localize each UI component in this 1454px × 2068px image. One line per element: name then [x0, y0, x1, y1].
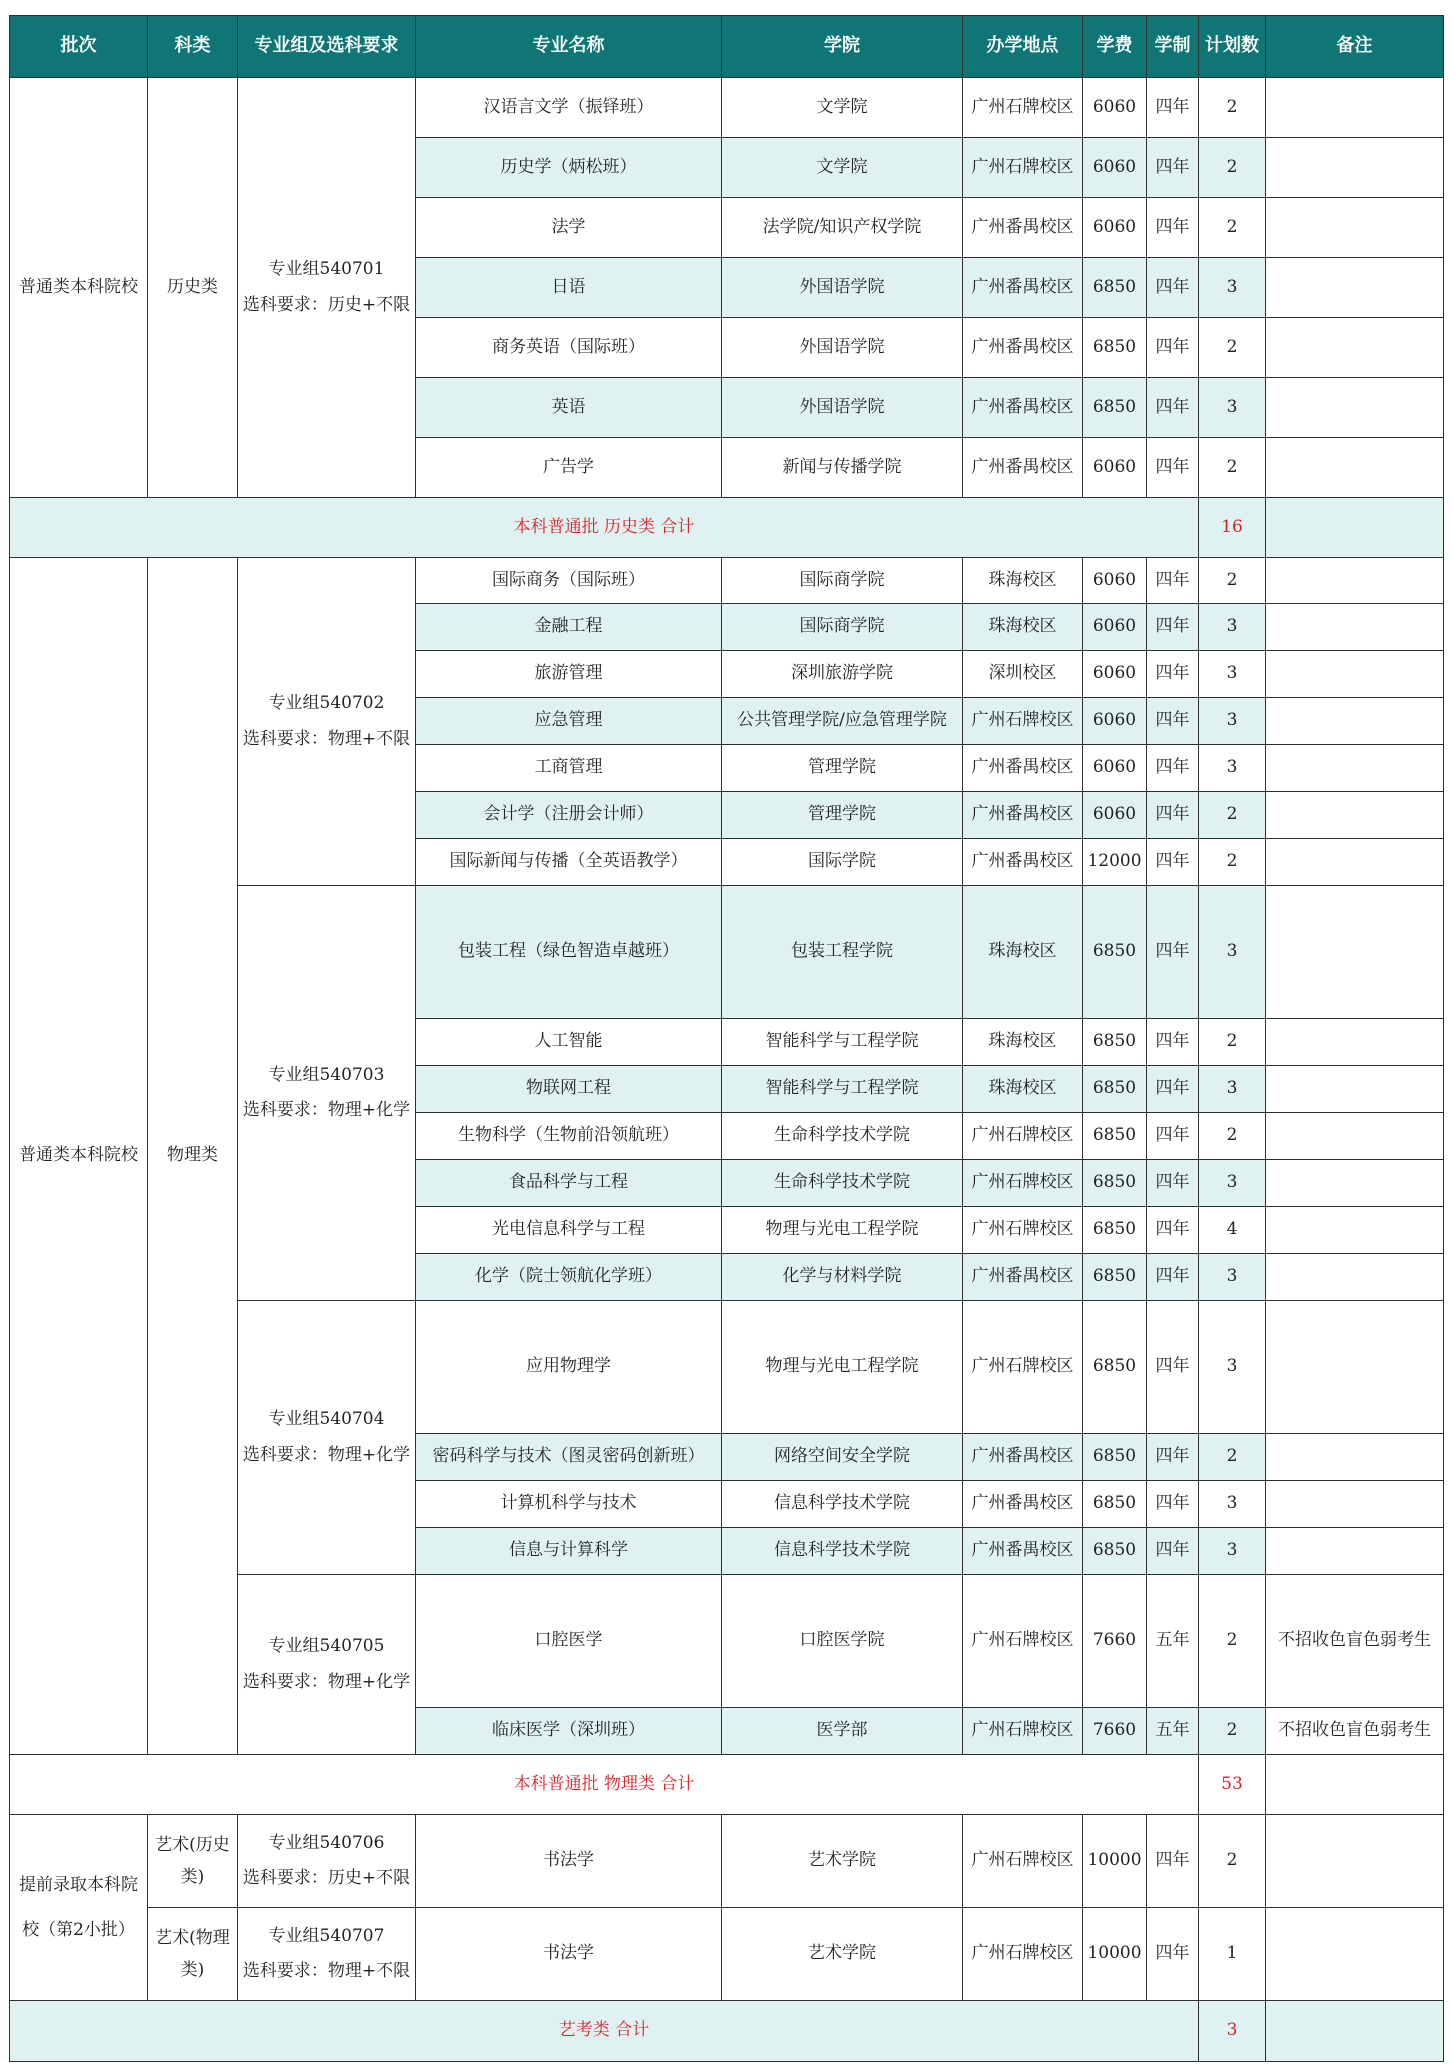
group-code: 专业组540707	[268, 1925, 385, 1946]
college-cell: 口腔医学院	[722, 1575, 963, 1708]
campus-cell: 广州石牌校区	[963, 78, 1083, 138]
fee-cell: 6850	[1083, 886, 1147, 1019]
group-requirement: 选科要求：物理+不限	[242, 1961, 411, 1981]
plan-cell: 2	[1199, 1708, 1266, 1755]
major-cell: 物联网工程	[416, 1066, 722, 1113]
note-cell	[1266, 318, 1444, 378]
major-cell: 信息与计算科学	[416, 1528, 722, 1575]
campus-cell: 广州番禺校区	[963, 839, 1083, 886]
major-cell: 食品科学与工程	[416, 1160, 722, 1207]
campus-cell: 广州番禺校区	[963, 1528, 1083, 1575]
college-cell: 物理与光电工程学院	[722, 1207, 963, 1254]
college-cell: 物理与光电工程学院	[722, 1301, 963, 1434]
note-cell	[1266, 792, 1444, 839]
college-cell: 智能科学与工程学院	[722, 1066, 963, 1113]
plan-cell: 2	[1199, 1815, 1266, 1908]
campus-cell: 广州番禺校区	[963, 745, 1083, 792]
campus-cell: 广州石牌校区	[963, 1575, 1083, 1708]
years-cell: 四年	[1147, 1434, 1199, 1481]
major-cell: 广告学	[416, 438, 722, 498]
campus-cell: 广州石牌校区	[963, 138, 1083, 198]
group-code: 专业组540706	[268, 1832, 385, 1853]
col-header-campus: 办学地点	[963, 16, 1083, 78]
note-cell	[1266, 1207, 1444, 1254]
years-cell: 四年	[1147, 1908, 1199, 2001]
college-cell: 国际商学院	[722, 558, 963, 604]
fee-cell: 6060	[1083, 198, 1147, 258]
col-header-fee: 学费	[1083, 16, 1147, 78]
plan-cell: 2	[1199, 1434, 1266, 1481]
note-cell	[1266, 1066, 1444, 1113]
fee-cell: 6060	[1083, 792, 1147, 839]
subtotal-label: 本科普通批 历史类 合计	[10, 498, 1199, 558]
table-row	[10, 1908, 1444, 2001]
plan-cell: 2	[1199, 839, 1266, 886]
note-cell	[1266, 1113, 1444, 1160]
years-cell: 四年	[1147, 1066, 1199, 1113]
college-cell: 生命科学技术学院	[722, 1113, 963, 1160]
note-cell	[1266, 886, 1444, 1019]
group-code: 专业组540705	[268, 1636, 385, 1657]
college-cell: 包装工程学院	[722, 886, 963, 1019]
plan-cell: 3	[1199, 1301, 1266, 1434]
note-cell	[1266, 651, 1444, 698]
major-cell: 包装工程（绿色智造卓越班）	[416, 886, 722, 1019]
plan-cell: 2	[1199, 558, 1266, 604]
plan-cell: 3	[1199, 1481, 1266, 1528]
years-cell: 四年	[1147, 438, 1199, 498]
years-cell: 四年	[1147, 378, 1199, 438]
note-cell	[1266, 1301, 1444, 1434]
campus-cell: 广州石牌校区	[963, 1301, 1083, 1434]
college-cell: 艺术学院	[722, 1908, 963, 2001]
subtotal-value: 53	[1199, 1755, 1266, 1815]
college-cell: 管理学院	[722, 792, 963, 839]
years-cell: 四年	[1147, 258, 1199, 318]
campus-cell: 广州石牌校区	[963, 1160, 1083, 1207]
plan-cell: 2	[1199, 1113, 1266, 1160]
col-header-note: 备注	[1266, 16, 1444, 78]
group-code: 专业组540703	[268, 1064, 385, 1085]
group-code: 专业组540704	[268, 1409, 385, 1430]
group-requirement: 选科要求：历史+不限	[242, 294, 411, 315]
plan-cell: 3	[1199, 378, 1266, 438]
college-cell: 医学部	[722, 1708, 963, 1755]
campus-cell: 广州石牌校区	[963, 1113, 1083, 1160]
major-cell: 生物科学（生物前沿领航班）	[416, 1113, 722, 1160]
years-cell: 四年	[1147, 1207, 1199, 1254]
years-cell: 四年	[1147, 886, 1199, 1019]
plan-cell: 3	[1199, 604, 1266, 651]
subtotal-row	[10, 2001, 1444, 2062]
note-cell	[1266, 78, 1444, 138]
table-row	[10, 1815, 1444, 1908]
col-header-college: 学院	[722, 16, 963, 78]
years-cell: 五年	[1147, 1708, 1199, 1755]
group-requirement: 选科要求：历史+不限	[242, 1868, 411, 1888]
major-cell: 书法学	[416, 1908, 722, 2001]
years-cell: 四年	[1147, 1481, 1199, 1528]
plan-cell: 1	[1199, 1908, 1266, 2001]
note-cell	[1266, 604, 1444, 651]
major-cell: 金融工程	[416, 604, 722, 651]
group-cell	[238, 558, 416, 886]
plan-cell: 3	[1199, 651, 1266, 698]
years-cell: 四年	[1147, 1528, 1199, 1575]
plan-cell: 3	[1199, 1254, 1266, 1301]
college-cell: 新闻与传播学院	[722, 438, 963, 498]
fee-cell: 6850	[1083, 1160, 1147, 1207]
college-cell: 外国语学院	[722, 318, 963, 378]
college-cell: 文学院	[722, 78, 963, 138]
batch-cell	[10, 1815, 148, 2001]
col-header-years: 学制	[1147, 16, 1199, 78]
fee-cell: 6060	[1083, 78, 1147, 138]
major-cell: 工商管理	[416, 745, 722, 792]
note-cell	[1266, 1908, 1444, 2001]
college-cell: 外国语学院	[722, 378, 963, 438]
years-cell: 四年	[1147, 78, 1199, 138]
years-cell: 四年	[1147, 1160, 1199, 1207]
college-cell: 公共管理学院/应急管理学院	[722, 698, 963, 745]
fee-cell: 6850	[1083, 1113, 1147, 1160]
plan-cell: 2	[1199, 1019, 1266, 1066]
campus-cell: 广州番禺校区	[963, 792, 1083, 839]
group-cell	[238, 1575, 416, 1755]
col-header-major: 专业名称	[416, 16, 722, 78]
group-requirement: 选科要求：物理+化学	[242, 1671, 411, 1692]
fee-cell: 6850	[1083, 318, 1147, 378]
major-cell: 英语	[416, 378, 722, 438]
group-cell	[238, 1815, 416, 1908]
years-cell: 四年	[1147, 1113, 1199, 1160]
years-cell: 四年	[1147, 1301, 1199, 1434]
subtotal-label: 本科普通批 物理类 合计	[10, 1755, 1199, 1815]
category-cell	[148, 1908, 238, 2001]
college-cell: 外国语学院	[722, 258, 963, 318]
plan-cell: 3	[1199, 745, 1266, 792]
cell-line: 类)	[180, 1960, 205, 1980]
category-cell: 历史类	[148, 78, 238, 498]
plan-cell: 2	[1199, 1575, 1266, 1708]
subtotal-value: 3	[1199, 2001, 1266, 2062]
years-cell: 四年	[1147, 745, 1199, 792]
group-cell	[238, 78, 416, 498]
years-cell: 四年	[1147, 651, 1199, 698]
college-cell: 法学院/知识产权学院	[722, 198, 963, 258]
years-cell: 四年	[1147, 138, 1199, 198]
years-cell: 四年	[1147, 198, 1199, 258]
note-cell	[1266, 258, 1444, 318]
campus-cell: 珠海校区	[963, 1019, 1083, 1066]
subtotal-note	[1266, 2001, 1444, 2062]
campus-cell: 珠海校区	[963, 1066, 1083, 1113]
campus-cell: 广州番禺校区	[963, 1481, 1083, 1528]
note-cell	[1266, 558, 1444, 604]
major-cell: 光电信息科学与工程	[416, 1207, 722, 1254]
group-requirement: 选科要求：物理+化学	[242, 1444, 411, 1465]
admission-plan-table	[9, 15, 1444, 2062]
campus-cell: 广州石牌校区	[963, 1207, 1083, 1254]
plan-cell: 2	[1199, 138, 1266, 198]
fee-cell: 6850	[1083, 1301, 1147, 1434]
plan-cell: 4	[1199, 1207, 1266, 1254]
fee-cell: 6850	[1083, 1528, 1147, 1575]
note-cell	[1266, 745, 1444, 792]
campus-cell: 广州石牌校区	[963, 698, 1083, 745]
fee-cell: 6850	[1083, 378, 1147, 438]
group-requirement: 选科要求：物理+不限	[242, 728, 411, 749]
subtotal-row	[10, 498, 1444, 558]
plan-cell: 3	[1199, 698, 1266, 745]
note-cell	[1266, 1254, 1444, 1301]
college-cell: 信息科学技术学院	[722, 1481, 963, 1528]
fee-cell: 6060	[1083, 698, 1147, 745]
fee-cell: 6060	[1083, 651, 1147, 698]
col-header-category: 科类	[148, 16, 238, 78]
major-cell: 计算机科学与技术	[416, 1481, 722, 1528]
subtotal-note	[1266, 1755, 1444, 1815]
fee-cell: 6850	[1083, 1434, 1147, 1481]
years-cell: 四年	[1147, 1019, 1199, 1066]
note-cell	[1266, 438, 1444, 498]
batch-cell: 普通类本科院校	[10, 78, 148, 498]
note-cell: 不招收色盲色弱考生	[1266, 1575, 1444, 1708]
campus-cell: 广州番禺校区	[963, 1254, 1083, 1301]
fee-cell: 6850	[1083, 258, 1147, 318]
batch-cell: 普通类本科院校	[10, 558, 148, 1755]
plan-cell: 3	[1199, 1528, 1266, 1575]
college-cell: 智能科学与工程学院	[722, 1019, 963, 1066]
group-cell	[238, 1301, 416, 1575]
fee-cell: 6060	[1083, 138, 1147, 198]
years-cell: 五年	[1147, 1575, 1199, 1708]
major-cell: 口腔医学	[416, 1575, 722, 1708]
table-row	[10, 78, 1444, 138]
major-cell: 临床医学（深圳班）	[416, 1708, 722, 1755]
fee-cell: 6850	[1083, 1019, 1147, 1066]
years-cell: 四年	[1147, 558, 1199, 604]
campus-cell: 广州番禺校区	[963, 438, 1083, 498]
campus-cell: 珠海校区	[963, 558, 1083, 604]
major-cell: 人工智能	[416, 1019, 722, 1066]
years-cell: 四年	[1147, 318, 1199, 378]
subtotal-row	[10, 1755, 1444, 1815]
plan-cell: 2	[1199, 198, 1266, 258]
plan-cell: 3	[1199, 258, 1266, 318]
college-cell: 生命科学技术学院	[722, 1160, 963, 1207]
major-cell: 汉语言文学（振铎班）	[416, 78, 722, 138]
major-cell: 商务英语（国际班）	[416, 318, 722, 378]
note-cell	[1266, 1019, 1444, 1066]
group-cell	[238, 886, 416, 1301]
fee-cell: 7660	[1083, 1708, 1147, 1755]
college-cell: 深圳旅游学院	[722, 651, 963, 698]
group-requirement: 选科要求：物理+化学	[242, 1100, 411, 1120]
plan-cell: 2	[1199, 78, 1266, 138]
major-cell: 日语	[416, 258, 722, 318]
campus-cell: 广州石牌校区	[963, 1815, 1083, 1908]
cell-line: 提前录取本科院	[19, 1875, 138, 1896]
note-cell	[1266, 138, 1444, 198]
note-cell	[1266, 378, 1444, 438]
major-cell: 国际商务（国际班）	[416, 558, 722, 604]
years-cell: 四年	[1147, 792, 1199, 839]
campus-cell: 广州番禺校区	[963, 318, 1083, 378]
plan-cell: 3	[1199, 1160, 1266, 1207]
fee-cell: 6850	[1083, 1207, 1147, 1254]
college-cell: 管理学院	[722, 745, 963, 792]
college-cell: 化学与材料学院	[722, 1254, 963, 1301]
note-cell: 不招收色盲色弱考生	[1266, 1708, 1444, 1755]
campus-cell: 广州番禺校区	[963, 378, 1083, 438]
plan-cell: 2	[1199, 318, 1266, 378]
plan-cell: 2	[1199, 792, 1266, 839]
note-cell	[1266, 839, 1444, 886]
plan-cell: 3	[1199, 1066, 1266, 1113]
years-cell: 四年	[1147, 1254, 1199, 1301]
cell-line: 艺术(历史	[155, 1834, 230, 1855]
category-cell	[148, 1815, 238, 1908]
col-header-batch: 批次	[10, 16, 148, 78]
college-cell: 艺术学院	[722, 1815, 963, 1908]
major-cell: 法学	[416, 198, 722, 258]
note-cell	[1266, 1160, 1444, 1207]
major-cell: 化学（院士领航化学班）	[416, 1254, 722, 1301]
subtotal-note	[1266, 498, 1444, 558]
fee-cell: 6850	[1083, 1481, 1147, 1528]
major-cell: 应用物理学	[416, 1301, 722, 1434]
college-cell: 国际学院	[722, 839, 963, 886]
fee-cell: 12000	[1083, 839, 1147, 886]
fee-cell: 6060	[1083, 558, 1147, 604]
campus-cell: 广州番禺校区	[963, 198, 1083, 258]
major-cell: 会计学（注册会计师）	[416, 792, 722, 839]
campus-cell: 广州石牌校区	[963, 1908, 1083, 2001]
campus-cell: 珠海校区	[963, 886, 1083, 1019]
plan-cell: 3	[1199, 886, 1266, 1019]
major-cell: 旅游管理	[416, 651, 722, 698]
note-cell	[1266, 198, 1444, 258]
campus-cell: 广州石牌校区	[963, 1708, 1083, 1755]
fee-cell: 7660	[1083, 1575, 1147, 1708]
years-cell: 四年	[1147, 698, 1199, 745]
years-cell: 四年	[1147, 604, 1199, 651]
subtotal-label: 艺考类 合计	[10, 2001, 1199, 2062]
campus-cell: 珠海校区	[963, 604, 1083, 651]
note-cell	[1266, 1528, 1444, 1575]
college-cell: 网络空间安全学院	[722, 1434, 963, 1481]
years-cell: 四年	[1147, 839, 1199, 886]
category-cell: 物理类	[148, 558, 238, 1755]
header-row	[10, 16, 1444, 78]
fee-cell: 10000	[1083, 1908, 1147, 2001]
col-header-plan: 计划数	[1199, 16, 1266, 78]
cell-line: 艺术(物理	[155, 1927, 230, 1948]
fee-cell: 6850	[1083, 1254, 1147, 1301]
major-cell: 国际新闻与传播（全英语教学）	[416, 839, 722, 886]
campus-cell: 广州番禺校区	[963, 1434, 1083, 1481]
fee-cell: 10000	[1083, 1815, 1147, 1908]
note-cell	[1266, 1815, 1444, 1908]
note-cell	[1266, 1481, 1444, 1528]
campus-cell: 深圳校区	[963, 651, 1083, 698]
major-cell: 书法学	[416, 1815, 722, 1908]
college-cell: 国际商学院	[722, 604, 963, 651]
college-cell: 文学院	[722, 138, 963, 198]
years-cell: 四年	[1147, 1815, 1199, 1908]
group-code: 专业组540701	[268, 259, 385, 280]
major-cell: 应急管理	[416, 698, 722, 745]
group-code: 专业组540702	[268, 693, 385, 714]
fee-cell: 6850	[1083, 1066, 1147, 1113]
note-cell	[1266, 1434, 1444, 1481]
plan-cell: 2	[1199, 438, 1266, 498]
fee-cell: 6060	[1083, 438, 1147, 498]
major-cell: 历史学（炳松班）	[416, 138, 722, 198]
cell-line: 类)	[180, 1867, 205, 1887]
cell-line: 校（第2小批）	[22, 1919, 135, 1940]
group-cell	[238, 1908, 416, 2001]
note-cell	[1266, 698, 1444, 745]
fee-cell: 6060	[1083, 745, 1147, 792]
major-cell: 密码科学与技术（图灵密码创新班）	[416, 1434, 722, 1481]
college-cell: 信息科学技术学院	[722, 1528, 963, 1575]
fee-cell: 6060	[1083, 604, 1147, 651]
campus-cell: 广州番禺校区	[963, 258, 1083, 318]
table-row	[10, 558, 1444, 604]
col-header-group: 专业组及选科要求	[238, 16, 416, 78]
subtotal-value: 16	[1199, 498, 1266, 558]
